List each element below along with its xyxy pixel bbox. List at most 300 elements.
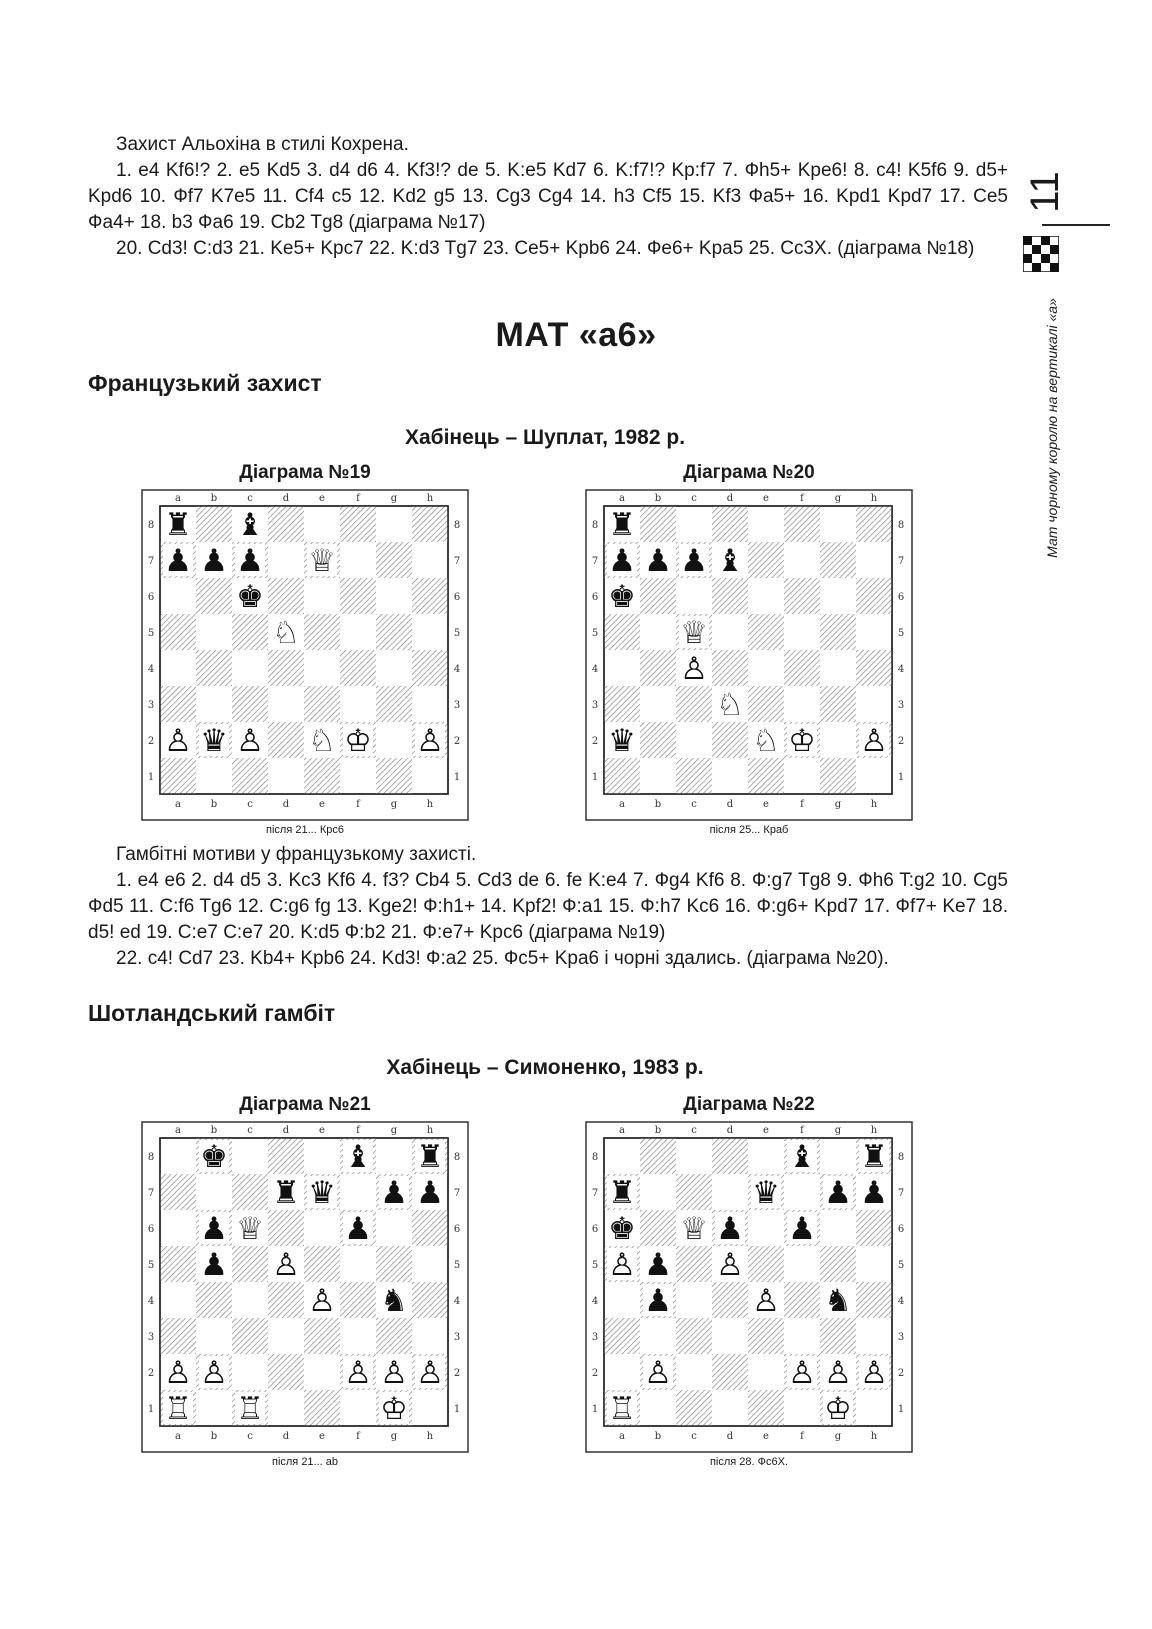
section-title: Шотландський гамбіт [88,1000,336,1026]
chess-diagram [140,488,470,822]
white-knight-icon: ♘ [752,723,780,759]
file-label: f [800,493,804,504]
dark-square [748,542,784,578]
dark-square [604,614,640,650]
dark-square [268,1138,304,1174]
file-label: d [726,799,734,810]
black-pawn-icon: ♟ [416,1175,444,1211]
file-label: e [319,799,325,810]
running-title-text: Мат чорному королю на вертикалі «а» [1044,298,1060,558]
file-label: h [426,1125,434,1136]
chess-diagram [584,1120,914,1454]
dark-square [376,686,412,722]
rank-label: 8 [897,520,905,531]
file-label: c [691,1431,697,1442]
dark-square [676,1390,712,1426]
file-label: h [870,1125,878,1136]
file-label: f [356,493,360,504]
file-label: g [390,1125,398,1136]
file-label: d [282,493,290,504]
dark-square [268,578,304,614]
black-rook-icon: ♜ [164,507,192,543]
dark-square [712,578,748,614]
file-label: a [619,799,625,810]
dark-square [820,614,856,650]
dark-square [412,1210,448,1246]
file-label: e [319,1125,325,1136]
dark-square [412,506,448,542]
file-label: a [175,493,181,504]
dark-square [412,578,448,614]
rank-label: 2 [591,736,599,747]
white-queen-icon: ♕ [680,1211,708,1247]
black-pawn-icon: ♟ [236,543,264,579]
dark-square [304,614,340,650]
white-king-icon: ♔ [344,723,372,759]
rank-label: 5 [453,1260,461,1271]
black-rook-icon: ♜ [860,1139,888,1175]
dark-square [604,758,640,794]
diagram-block [584,1090,914,1468]
white-pawn-icon: ♙ [860,1355,888,1391]
black-pawn-icon: ♟ [200,1247,228,1283]
game-text [88,842,1008,972]
rank-label: 8 [147,520,155,531]
dark-square [376,542,412,578]
diagram-title: Діаграма №21 [239,1094,371,1115]
diagram-title: Діаграма №19 [239,462,371,483]
black-pawn-icon: ♟ [644,543,672,579]
text-paragraph: 22. c4! Cd7 23. Kb4+ Kpb6 24. Kd3! Ф:a2 25. Фc5+ Kpa6 і чорні здались. (діаграма №20). [116,948,889,969]
file-label: h [426,799,434,810]
file-label: b [654,493,662,504]
dark-square [160,1246,196,1282]
rank-label: 5 [897,1260,905,1271]
dark-square [748,758,784,794]
rank-label: 2 [147,1368,155,1379]
white-knight-icon: ♘ [272,615,300,651]
file-label: h [426,1431,434,1442]
diagram-caption: після 25... Краб [709,824,789,836]
rank-label: 1 [897,772,905,783]
white-pawn-icon: ♙ [164,723,192,759]
dark-square [232,686,268,722]
rank-label: 1 [453,1404,461,1415]
white-queen-icon: ♕ [308,543,336,579]
white-pawn-icon: ♙ [788,1355,816,1391]
dark-square [676,686,712,722]
file-label: a [175,1125,181,1136]
text-paragraph: 1. e4 e6 2. d4 d5 3. Kc3 Kf6 4. f3? Cb4 5. Cd3 de 6. fe K:e4 7. Фg4 Kf6 8. Ф:g7 Tg8 9. Фh6 T:g2 10. Cg5 Фd5 11. C:f6 Tg6 12. C:g6 fg 13. Kge2! Ф:h1+ 14. Kpf2! Ф:a1 15. Ф:h7 Kc6 16. Ф:g6+ Kpd7 17. Фf7+ Ke7 18. d5! ed 19. C:e7 C:e7 20. K:d5 Ф:b2 21. Ф:e7+ Kpc6 (діаграма №19) [88,870,1008,943]
section-title: Французький захист [88,370,322,396]
black-rook-icon: ♜ [608,507,636,543]
black-rook-icon: ♜ [608,1175,636,1211]
black-king-icon: ♚ [200,1139,228,1175]
dark-square [160,614,196,650]
rank-label: 2 [591,1368,599,1379]
file-label: e [763,799,769,810]
black-pawn-icon: ♟ [380,1175,408,1211]
dark-square [268,1282,304,1318]
diagram-title: Діаграма №22 [683,1094,815,1115]
rank-label: 7 [147,556,155,567]
white-king-icon: ♔ [824,1391,852,1427]
intro-paragraph: Захист Альохіна в стилі Кохрена. [116,134,409,155]
file-label: a [619,493,625,504]
rank-label: 5 [147,628,155,639]
file-label: a [175,1431,181,1442]
dark-square [196,650,232,686]
dark-square [640,1138,676,1174]
rank-label: 5 [591,628,599,639]
dark-square [712,722,748,758]
running-title [1040,300,1060,560]
file-label: e [763,493,769,504]
file-label: a [619,1431,625,1442]
white-pawn-icon: ♙ [824,1355,852,1391]
file-label: b [654,1125,662,1136]
file-label: g [390,1431,398,1442]
intro-paragraph: 1. e4 Kf6!? 2. e5 Kd5 3. d4 d6 4. Kf3!? de 5. K:e5 Kd7 6. K:f7!? Kp:f7 7. Фh5+ Kpe6! 8. c4! K5f6 9. d5+ Kpd6 10. Фf7 K7e5 11. Cf4 c5 12. Kd2 g5 13. Cg3 Cg4 14. h3 Cf5 15. Kf3 Фa5+ 16. Kpd1 Kpd7 17. Ce5 Фa4+ 18. b3 Фa6 19. Cb2 Tg8 (діаграма №17) [88,160,1008,233]
dark-square [160,686,196,722]
dark-square [160,1318,196,1354]
dark-square [196,506,232,542]
dark-square [232,614,268,650]
black-queen-icon: ♛ [308,1175,336,1211]
file-label: d [726,1125,734,1136]
dark-square [604,686,640,722]
rank-label: 1 [453,772,461,783]
white-pawn-icon: ♙ [416,723,444,759]
rank-label: 6 [897,592,905,603]
black-knight-icon: ♞ [380,1283,408,1319]
rank-label: 7 [453,556,461,567]
black-pawn-icon: ♟ [680,543,708,579]
black-knight-icon: ♞ [824,1283,852,1319]
rank-label: 1 [591,1404,599,1415]
dark-square [268,506,304,542]
dark-square [376,758,412,794]
rank-label: 4 [591,664,599,675]
white-rook-icon: ♖ [236,1391,264,1427]
rank-label: 2 [453,736,461,747]
rank-label: 3 [897,700,905,711]
diagram-block [584,458,914,836]
rank-label: 1 [147,772,155,783]
rank-label: 1 [897,1404,905,1415]
dark-square [304,1318,340,1354]
rank-label: 3 [147,1332,155,1343]
black-pawn-icon: ♟ [164,543,192,579]
white-pawn-icon: ♙ [344,1355,372,1391]
file-label: h [870,493,878,504]
rank-label: 8 [897,1152,905,1163]
dark-square [820,686,856,722]
rank-label: 3 [897,1332,905,1343]
rank-label: 7 [897,556,905,567]
white-pawn-icon: ♙ [308,1283,336,1319]
dark-square [340,578,376,614]
rank-label: 8 [453,520,461,531]
file-label: d [282,799,290,810]
rank-label: 4 [147,664,155,675]
dark-square [232,758,268,794]
file-label: h [870,1431,878,1442]
rank-label: 2 [147,736,155,747]
black-queen-icon: ♛ [752,1175,780,1211]
black-pawn-icon: ♟ [200,543,228,579]
intro-text [88,132,1008,262]
rank-label: 6 [453,1224,461,1235]
black-pawn-icon: ♟ [824,1175,852,1211]
white-rook-icon: ♖ [608,1391,636,1427]
dark-square [304,1246,340,1282]
black-queen-icon: ♛ [608,723,636,759]
rank-label: 4 [453,664,461,675]
file-label: b [654,799,662,810]
white-pawn-icon: ♙ [236,723,264,759]
dark-square [640,722,676,758]
dark-square [784,650,820,686]
dark-square [604,1318,640,1354]
black-pawn-icon: ♟ [860,1175,888,1211]
file-label: a [175,799,181,810]
black-pawn-icon: ♟ [608,543,636,579]
rank-label: 4 [147,1296,155,1307]
dark-square [676,1174,712,1210]
dark-square [712,506,748,542]
white-pawn-icon: ♙ [752,1283,780,1319]
diagram-caption: після 28. Фс6Х. [709,1456,789,1468]
dark-square [748,614,784,650]
diagram-caption: після 21... ab [271,1456,339,1468]
file-label: e [319,493,325,504]
black-bishop-icon: ♝ [716,543,744,579]
dark-square [784,506,820,542]
dark-square [376,614,412,650]
file-label: d [726,1431,734,1442]
file-label: g [834,493,842,504]
dark-square [340,1282,376,1318]
file-label: e [763,1431,769,1442]
white-pawn-icon: ♙ [716,1247,744,1283]
rank-label: 6 [147,1224,155,1235]
rank-label: 3 [453,700,461,711]
rank-label: 6 [453,592,461,603]
rank-label: 8 [591,1152,599,1163]
dark-square [232,1318,268,1354]
white-knight-icon: ♘ [308,723,336,759]
chess-diagram [140,1120,470,1454]
rank-label: 4 [453,1296,461,1307]
dark-square [232,1174,268,1210]
black-king-icon: ♚ [608,579,636,615]
white-queen-icon: ♕ [680,615,708,651]
white-pawn-icon: ♙ [416,1355,444,1391]
dark-square [748,1390,784,1426]
diagram-block [140,458,470,836]
rank-label: 7 [147,1188,155,1199]
rank-label: 3 [147,700,155,711]
white-king-icon: ♔ [788,723,816,759]
rank-label: 5 [453,628,461,639]
rank-label: 1 [147,1404,155,1415]
black-rook-icon: ♜ [272,1175,300,1211]
rank-label: 6 [591,1224,599,1235]
file-label: b [210,1125,218,1136]
rank-label: 6 [897,1224,905,1235]
game-title: Хабінець – Шуплат, 1982 р. [404,426,686,449]
dark-square [820,1318,856,1354]
white-pawn-icon: ♙ [860,723,888,759]
diagram-caption: після 21... Крс6 [266,824,344,836]
dark-square [748,686,784,722]
dark-square [676,1246,712,1282]
chess-diagram [584,488,914,822]
white-pawn-icon: ♙ [608,1247,636,1283]
file-label: h [426,493,434,504]
rank-label: 7 [591,556,599,567]
dark-square [820,542,856,578]
rank-label: 4 [897,1296,905,1307]
file-label: g [834,1125,842,1136]
dark-square [340,506,376,542]
dark-square [676,1318,712,1354]
file-label: a [619,1125,625,1136]
dark-square [820,1246,856,1282]
dark-square [376,1318,412,1354]
dark-square [856,578,892,614]
dark-square [160,1174,196,1210]
dark-square [268,650,304,686]
rank-label: 4 [897,664,905,675]
page-title: МАТ «а6» [495,316,657,354]
file-label: g [834,799,842,810]
dark-square [712,650,748,686]
dark-square [412,1282,448,1318]
black-bishop-icon: ♝ [344,1139,372,1175]
file-label: f [356,1431,360,1442]
dark-square [196,1282,232,1318]
dark-square [160,758,196,794]
black-pawn-icon: ♟ [788,1211,816,1247]
white-knight-icon: ♘ [716,687,744,723]
black-pawn-icon: ♟ [716,1211,744,1247]
dark-square [304,686,340,722]
rank-label: 5 [591,1260,599,1271]
rank-label: 7 [591,1188,599,1199]
white-pawn-icon: ♙ [380,1355,408,1391]
file-label: c [691,493,697,504]
page-number: 11 [1023,171,1067,213]
dark-square [784,578,820,614]
file-label: c [247,1125,253,1136]
text-paragraph: Гамбітні мотиви у французькому захисті. [116,844,477,865]
rank-label: 8 [453,1152,461,1163]
file-label: c [691,799,697,810]
dark-square [856,506,892,542]
dark-square [712,1138,748,1174]
rank-label: 2 [897,736,905,747]
white-king-icon: ♔ [380,1391,408,1427]
dark-square [856,1210,892,1246]
white-pawn-icon: ♙ [164,1355,192,1391]
black-pawn-icon: ♟ [644,1247,672,1283]
dark-square [856,650,892,686]
dark-square [268,722,304,758]
intro-paragraph: 20. Cd3! C:d3 21. Ke5+ Kpc7 22. K:d3 Tg7 23. Ce5+ Kpb6 24. Фe6+ Kpa5 25. Cc3X. (діаграма №18) [116,238,975,259]
file-label: f [356,1125,360,1136]
white-pawn-icon: ♙ [272,1247,300,1283]
rank-label: 4 [591,1296,599,1307]
file-label: c [247,493,253,504]
file-label: b [210,493,218,504]
file-label: d [282,1431,290,1442]
dark-square [820,758,856,794]
rank-label: 6 [591,592,599,603]
dark-square [268,1210,304,1246]
rank-label: 3 [591,700,599,711]
game-title: Хабінець – Симоненко, 1983 р. [386,1056,704,1079]
file-label: c [247,1431,253,1442]
dark-square [712,1282,748,1318]
file-label: c [247,799,253,810]
dark-square [304,758,340,794]
file-label: f [800,1431,804,1442]
file-label: b [210,1431,218,1442]
rank-label: 3 [453,1332,461,1343]
dark-square [340,650,376,686]
dark-square [640,650,676,686]
dark-square [748,1318,784,1354]
dark-square [784,1282,820,1318]
white-pawn-icon: ♙ [680,651,708,687]
dark-square [232,1246,268,1282]
black-queen-icon: ♛ [200,723,228,759]
chessboard-logo-icon [1023,236,1059,272]
file-label: g [390,493,398,504]
file-label: b [654,1431,662,1442]
dark-square [196,578,232,614]
black-bishop-icon: ♝ [236,507,264,543]
rank-label: 3 [591,1332,599,1343]
file-label: e [763,1125,769,1136]
file-label: c [691,1125,697,1136]
white-queen-icon: ♕ [236,1211,264,1247]
rank-label: 7 [897,1188,905,1199]
file-label: d [726,493,734,504]
file-label: e [319,1431,325,1442]
dark-square [676,758,712,794]
rank-label: 6 [147,592,155,603]
white-rook-icon: ♖ [164,1391,192,1427]
dark-square [268,1354,304,1390]
dark-square [376,1246,412,1282]
rank-label: 5 [897,628,905,639]
rank-label: 7 [453,1188,461,1199]
dark-square [712,1354,748,1390]
black-pawn-icon: ♟ [344,1211,372,1247]
file-label: f [800,799,804,810]
black-king-icon: ♚ [236,579,264,615]
black-bishop-icon: ♝ [788,1139,816,1175]
dark-square [640,1210,676,1246]
rank-label: 2 [897,1368,905,1379]
black-king-icon: ♚ [608,1211,636,1247]
file-label: g [390,799,398,810]
file-label: f [800,1125,804,1136]
rank-label: 1 [591,772,599,783]
